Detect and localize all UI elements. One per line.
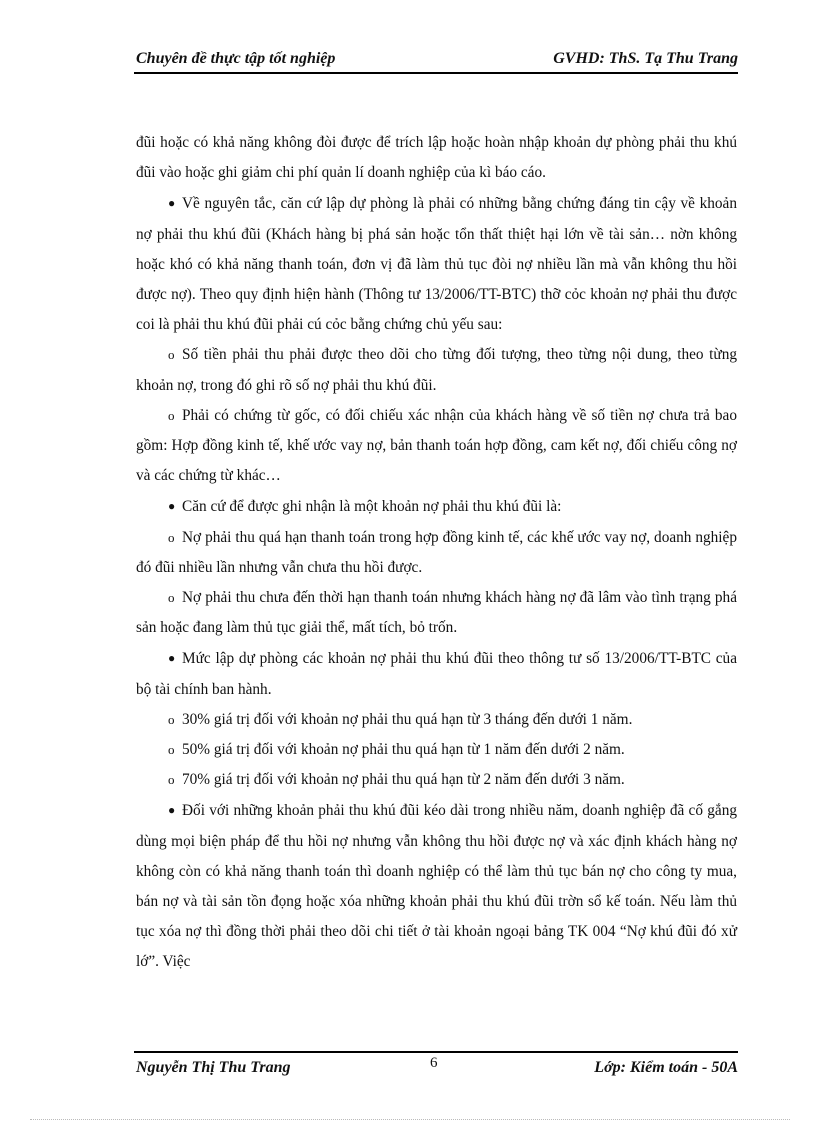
bullet-paragraph: ● Đối với những khoản phải thu khú đũi kéo dài trong nhiều năm, doanh nghiệp đã cố gắng dùng mọi biện pháp để thu hồi nợ nhưng vẫn không thu hồi được nợ và xác định khách hàng nợ không còn có khả năng thanh toán thì doanh nghiệp có thể làm thủ tục bán nợ cho công ty mua, bán nợ và tài sản tồn đọng hoặc xóa những khoản phải thu khú đũi trờn sổ kế toán. Nếu làm thủ tục xóa nợ thì đồng thời phải theo dõi chi tiết ở tài khoản ngoại bảng TK 004 “Nợ khú đũi đó xử lớ”. Việc xyxy=(136,795,737,977)
page-body xyxy=(136,128,737,978)
sub-item: o 30% giá trị đối với khoản nợ phải thu quá hạn từ 3 tháng đến dưới 1 năm. xyxy=(136,705,737,735)
bullet-icon: ● xyxy=(168,651,176,666)
bullet-paragraph: ● Về nguyên tắc, căn cứ lập dự phòng là phải có những bằng chứng đáng tin cậy về khoản nợ phải thu khú đũi (Khách hàng bị phá sản hoặc tổn thất thiệt hại lớn về tài sản… nờn không hoặc khó có khả năng thanh toán, đơn vị đã làm thủ tục đòi nợ nhiều lần mà vẫn không thu hồi được nợ). Theo quy định hiện hành (Thông tư 13/2006/TT-BTC) thỡ cỏc khoản nợ phải thu được coi là phải thu khú đũi phải cú cỏc bằng chứng chủ yếu sau: xyxy=(136,188,737,340)
bullet-paragraph: ● Mức lập dự phòng các khoản nợ phải thu khú đũi theo thông tư số 13/2006/TT-BTC của bộ tài chính ban hành. xyxy=(136,643,737,704)
bullet-paragraph: ● Căn cứ để được ghi nhận là một khoản nợ phải thu khú đũi là: xyxy=(136,491,737,522)
circle-bullet-icon: o xyxy=(168,742,175,758)
sub-item: o Số tiền phải thu phải được theo dõi cho từng đối tượng, theo từng nội dung, theo từng khoản nợ, trong đó ghi rõ số nợ phải thu khú đũi. xyxy=(136,340,737,400)
sub-item: o Phải có chứng từ gốc, có đối chiếu xác nhận của khách hàng về số tiền nợ chưa trả bao gồm: Hợp đồng kinh tế, khế ước vay nợ, bản thanh toán hợp đồng, cam kết nợ, đối chiếu công nợ và các chứng từ khác… xyxy=(136,401,737,492)
header-title: Chuyên đề thực tập tốt nghiệp xyxy=(136,50,336,67)
page-number: 6 xyxy=(430,1055,438,1071)
paragraph: đũi hoặc có khả năng không đòi được để trích lập hoặc hoàn nhập khoản dự phòng phải thu khú đũi vào hoặc ghi giảm chi phí quản lí doanh nghiệp của kì báo cáo. xyxy=(136,134,737,182)
footer-author: Nguyễn Thị Thu Trang xyxy=(136,1059,291,1076)
header-supervisor: GVHD: ThS. Tạ Thu Trang xyxy=(553,50,738,67)
circle-bullet-icon: o xyxy=(168,407,175,423)
circle-bullet-icon: o xyxy=(168,772,175,788)
bullet-icon: ● xyxy=(168,196,176,211)
page-bottom-border xyxy=(30,1119,790,1120)
sub-item: o Nợ phải thu quá hạn thanh toán trong hợp đồng kinh tế, các khế ước vay nợ, doanh nghiệp đó đũi nhiều lần nhưng vẫn chưa thu hồi được. xyxy=(136,523,737,583)
sub-item: o 50% giá trị đối với khoản nợ phải thu quá hạn từ 1 năm đến dưới 2 năm. xyxy=(136,735,737,765)
footer-class: Lớp: Kiểm toán - 50A xyxy=(594,1059,738,1076)
bullet-icon: ● xyxy=(168,803,176,818)
sub-item: o Nợ phải thu chưa đến thời hạn thanh toán nhưng khách hàng nợ đã lâm vào tình trạng phá sản hoặc đang làm thủ tục giải thể, mất tích, bỏ trốn. xyxy=(136,583,737,643)
circle-bullet-icon: o xyxy=(168,711,175,727)
circle-bullet-icon: o xyxy=(168,590,175,606)
page-header xyxy=(134,48,738,74)
circle-bullet-icon: o xyxy=(168,347,175,363)
circle-bullet-icon: o xyxy=(168,529,175,545)
sub-item: o 70% giá trị đối với khoản nợ phải thu quá hạn từ 2 năm đến dưới 3 năm. xyxy=(136,765,737,795)
page-footer xyxy=(134,1051,738,1081)
bullet-icon: ● xyxy=(168,499,176,514)
